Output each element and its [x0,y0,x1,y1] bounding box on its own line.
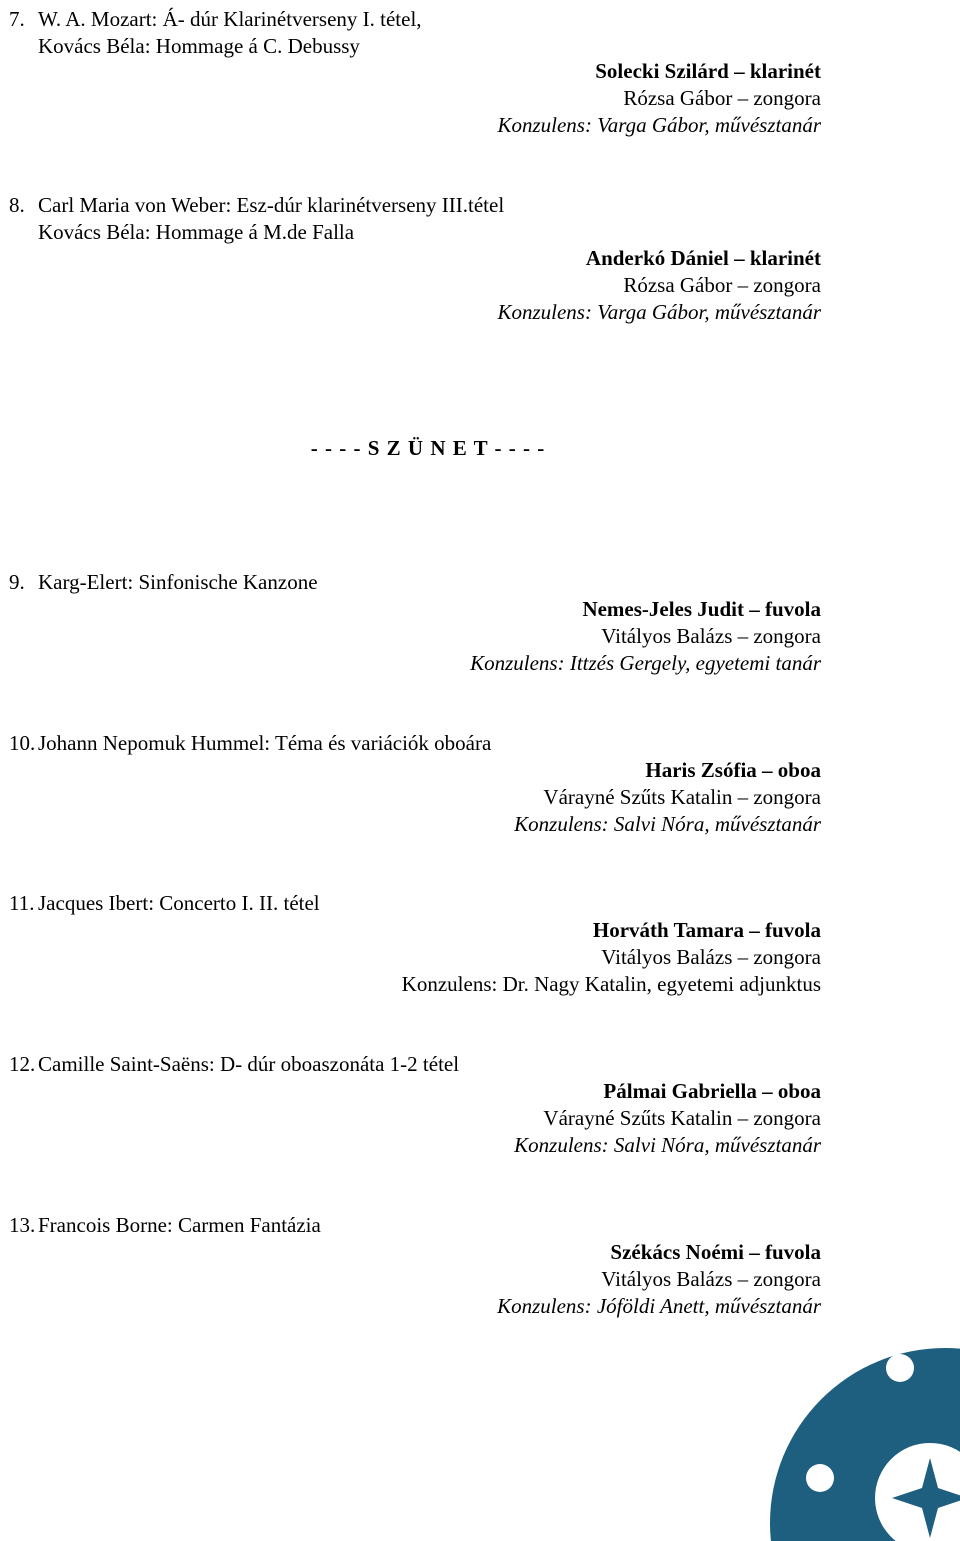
consultant: Konzulens: Varga Gábor, művésztanár [497,300,821,324]
piece-title: Kovács Béla: Hommage á C. Debussy [38,34,360,58]
piece-title: Jacques Ibert: Concerto I. II. tétel [38,891,320,915]
performer: Pálmai Gabriella – oboa [603,1079,821,1103]
piece-number: 8. [9,193,25,217]
piece-title: W. A. Mozart: Á- dúr Klarinétverseny I. tétel, [38,7,422,31]
piece-number: 10. [9,731,36,755]
performer: Székács Noémi – fuvola [610,1240,821,1264]
consultant: Konzulens: Ittzés Gergely, egyetemi tanár [470,651,821,675]
accompanist: Rózsa Gábor – zongora [623,273,821,297]
piece-number: 12. [9,1052,36,1076]
accompanist: Vitályos Balázs – zongora [601,624,821,648]
circle-star-logo-icon [770,1338,960,1541]
performer: Solecki Szilárd – klarinét [595,59,821,83]
consultant: Konzulens: Jóföldi Anett, művésztanár [497,1294,821,1318]
performer: Haris Zsófia – oboa [645,758,821,782]
performer: Anderkó Dániel – klarinét [585,246,821,270]
accompanist: Rózsa Gábor – zongora [623,86,821,110]
piece-number: 7. [9,7,25,31]
accompanist: Vitályos Balázs – zongora [601,1267,821,1291]
performer: Nemes-Jeles Judit – fuvola [582,597,821,621]
consultant: Konzulens: Dr. Nagy Katalin, egyetemi adjunktus [401,972,821,996]
consultant: Konzulens: Salvi Nóra, művésztanár [514,1133,821,1157]
piece-title: Karg-Elert: Sinfonische Kanzone [38,570,318,594]
accompanist: Várayné Szűts Katalin – zongora [543,1106,821,1130]
piece-title: Carl Maria von Weber: Esz-dúr klarinétverseny III.tétel [38,193,505,217]
accompanist: Várayné Szűts Katalin – zongora [543,785,821,809]
piece-title: Kovács Béla: Hommage á M.de Falla [38,220,355,244]
accompanist: Vitályos Balázs – zongora [601,945,821,969]
piece-number: 9. [9,570,25,594]
intermission-heading: - - - - S Z Ü N E T - - - - [310,436,546,460]
piece-title: Camille Saint-Saëns: D- dúr oboaszonáta 1-2 tétel [38,1052,460,1076]
consultant: Konzulens: Salvi Nóra, művésztanár [514,812,821,836]
piece-title: Francois Borne: Carmen Fantázia [38,1213,321,1237]
piece-title: Johann Nepomuk Hummel: Téma és variációk oboára [38,731,492,755]
piece-number: 13. [9,1213,36,1237]
consultant: Konzulens: Varga Gábor, művésztanár [497,113,821,137]
performer: Horváth Tamara – fuvola [592,918,821,942]
piece-number: 11. [9,891,35,915]
